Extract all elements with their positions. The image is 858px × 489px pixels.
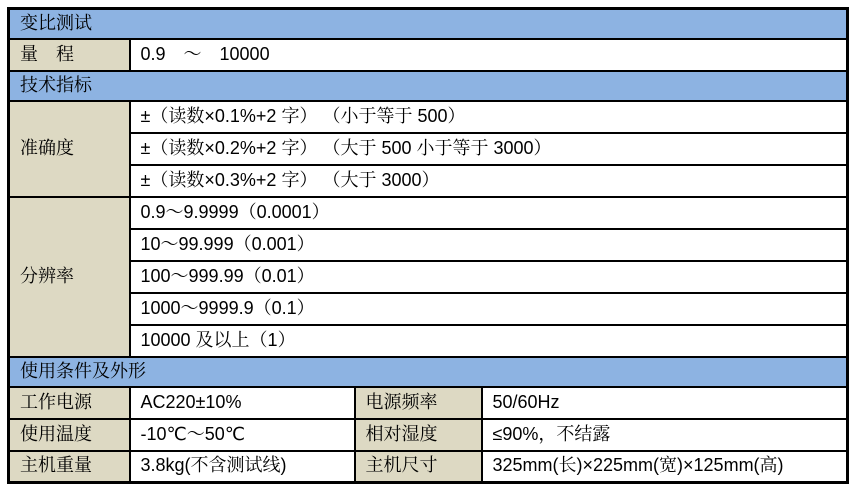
weight-value: 3.8kg(不含测试线) [130,451,355,483]
resolution-row-4: 1000～9999.9（0.1） [130,293,848,325]
humidity-value: ≤90%，不结露 [482,419,848,451]
range-value: 0.9 ～ 10000 [130,39,848,71]
section-header-ratio-test: 变比测试 [9,9,848,39]
weight-label: 主机重量 [9,451,130,483]
power-freq-value: 50/60Hz [482,387,848,419]
resolution-row-3: 100～999.99（0.01） [130,261,848,293]
dimensions-label: 主机尺寸 [355,451,482,483]
temperature-label: 使用温度 [9,419,130,451]
section-header-tech-specs: 技术指标 [9,71,848,101]
resolution-row-5: 10000 及以上（1） [130,325,848,357]
dimensions-value: 325mm(长)×225mm(宽)×125mm(高) [482,451,848,483]
spec-table [7,7,849,484]
range-label: 量 程 [9,39,130,71]
resolution-label: 分辨率 [9,197,130,357]
section-header-conditions: 使用条件及外形 [9,357,848,387]
accuracy-label: 准确度 [9,101,130,197]
resolution-row-1: 0.9～9.9999（0.0001） [130,197,848,229]
accuracy-row-1: ±（读数×0.1%+2 字） （小于等于 500） [130,101,848,133]
temperature-value: -10℃～50℃ [130,419,355,451]
power-freq-label: 电源频率 [355,387,482,419]
power-supply-label: 工作电源 [9,387,130,419]
humidity-label: 相对湿度 [355,419,482,451]
power-supply-value: AC220±10% [130,387,355,419]
accuracy-row-3: ±（读数×0.3%+2 字） （大于 3000） [130,165,848,197]
accuracy-row-2: ±（读数×0.2%+2 字） （大于 500 小于等于 3000） [130,133,848,165]
resolution-row-2: 10～99.999（0.001） [130,229,848,261]
